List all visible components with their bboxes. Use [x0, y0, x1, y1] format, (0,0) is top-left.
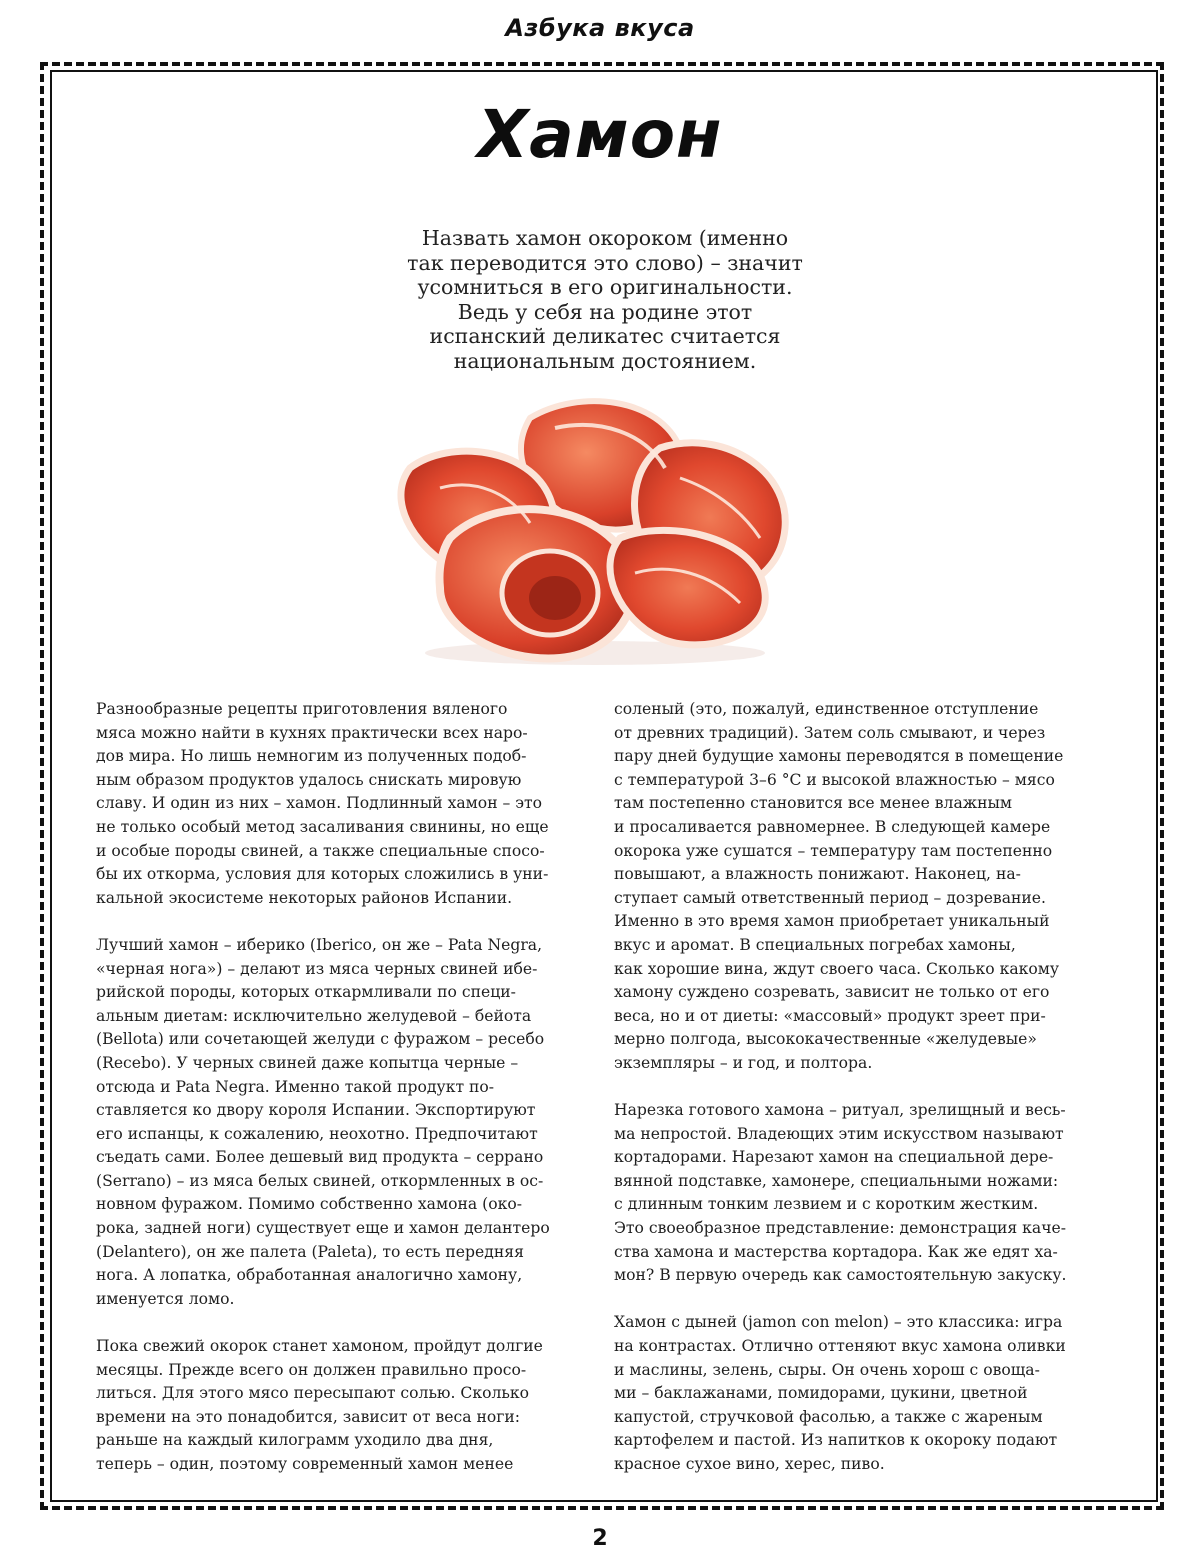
- paragraph-line: не только особый метод засаливания свинины, но еще: [96, 817, 549, 836]
- paragraph-line: раньше на каждый килограмм уходило два дня,: [96, 1431, 494, 1450]
- paragraph-gap: [614, 1076, 1114, 1100]
- paragraph-line: и просаливается равномернее. В следующей камере: [614, 817, 1051, 836]
- paragraph-line: ма непростой. Владеющих этим искусством называют: [614, 1124, 1064, 1143]
- article-title: Хамон: [477, 96, 723, 173]
- paragraph-line: от древних традиций). Затем соль смывают, и через: [614, 723, 1046, 742]
- paragraph-line: экземпляры – и год, и полтора.: [614, 1053, 873, 1072]
- paragraph-gap: [614, 1288, 1114, 1312]
- paragraph-line: на контрастах. Отлично оттеняют вкус хамона оливки: [614, 1337, 1066, 1356]
- paragraph-line: ставляется ко двору короля Испании. Экспортируют: [96, 1101, 536, 1120]
- paragraph-line: с температурой 3–6 °С и высокой влажностью – мясо: [614, 770, 1055, 789]
- lead-line: национальным достоянием.: [453, 348, 757, 373]
- jamon-slices-illustration: [380, 388, 810, 673]
- paragraph-line: ства хамона и мастерства кортадора. Как же едят ха-: [614, 1242, 1058, 1261]
- paragraph-line: хамону суждено созревать, зависит не только от его: [614, 983, 1050, 1002]
- paragraph-line: месяцы. Прежде всего он должен правильно просо-: [96, 1360, 527, 1379]
- paragraph-line: нога. А лопатка, обработанная аналогично хамону,: [96, 1266, 523, 1285]
- paragraph-line: ми – баклажанами, помидорами, цукини, цветной: [614, 1384, 1028, 1403]
- paragraph-line: картофелем и пастой. Из напитков к окороку подают: [614, 1431, 1058, 1450]
- paragraph-line: (Serrano) – из мяса белых свиней, откормленных в ос-: [96, 1171, 544, 1190]
- paragraph-line: мон? В первую очередь как самостоятельную закуску.: [614, 1266, 1067, 1285]
- paragraph-gap: [96, 1311, 596, 1335]
- paragraph-line: вянной подставке, хамонере, специальными ножами:: [614, 1171, 1059, 1190]
- paragraph-line: кортадорами. Нарезают хамон на специальной дере-: [614, 1148, 1054, 1167]
- paragraph-line: повышают, а влажность понижают. Наконец, на-: [614, 865, 1021, 884]
- lead-line: так переводится это слово) – значит: [407, 250, 803, 275]
- paragraph-line: новном фуражом. Помимо собственно хамона (око-: [96, 1195, 522, 1214]
- paragraph-line: его испанцы, к сожалению, неохотно. Предпочитают: [96, 1124, 538, 1143]
- paragraph-line: мяса можно найти в кухнях практически всех наро-: [96, 723, 528, 742]
- paragraph-line: Пока свежий окорок станет хамоном, пройдут долгие: [96, 1337, 543, 1356]
- paragraph-line: отсюда и Pata Negra. Именно такой продукт по-: [96, 1077, 495, 1096]
- paragraph-line: красное сухое вино, херес, пиво.: [614, 1455, 885, 1473]
- paragraph-line: (Delantero), он же палета (Paleta), то есть передняя: [96, 1242, 524, 1261]
- paragraph-line: времени на это понадобится, зависит от веса ноги:: [96, 1407, 521, 1426]
- article-lead: [370, 226, 840, 373]
- paragraph-line: литься. Для этого мясо пересыпают солью. Сколько: [96, 1384, 530, 1403]
- paragraph-line: теперь – один, поэтому современный хамон менее: [96, 1455, 514, 1473]
- paragraph-line: именуется ломо.: [96, 1289, 235, 1308]
- paragraph-line: съедать сами. Более дешевый вид продукта – серрано: [96, 1148, 544, 1167]
- paragraph-line: Именно в это время хамон приобретает уникальный: [614, 912, 1050, 931]
- magazine-brand: Азбука вкуса: [505, 14, 695, 42]
- paragraph-line: и маслины, зелень, сыры. Он очень хорош с овоща-: [614, 1360, 1040, 1379]
- paragraph-line: Разнообразные рецепты приготовления вяленого: [96, 700, 508, 718]
- paragraph-line: бы их откорма, условия для которых сложились в уни-: [96, 865, 549, 884]
- paragraph-line: славу. И один из них – хамон. Подлинный хамон – это: [96, 794, 543, 813]
- paragraph-line: мерно полгода, высококачественные «желудевые»: [614, 1030, 1037, 1049]
- paragraph-line: Нарезка готового хамона – ритуал, зрелищный и весь-: [614, 1101, 1066, 1120]
- paragraph-line: Хамон с дыней (jamon con melon) – это классика: игра: [614, 1313, 1063, 1332]
- paragraph-line: веса, но и от диеты: «массовый» продукт зреет при-: [614, 1006, 1046, 1025]
- paragraph-line: альным диетам: исключительно желудевой – бейота: [96, 1006, 532, 1025]
- paragraph-line: пару дней будущие хамоны переводятся в помещение: [614, 747, 1064, 766]
- paragraph-line: Это своеобразное представление: демонстрация каче-: [614, 1219, 1067, 1238]
- paragraph-line: дов мира. Но лишь немногим из полученных подоб-: [96, 747, 527, 766]
- lead-line: Ведь у себя на родине этот: [457, 299, 753, 324]
- paragraph-line: «черная нога») – делают из мяса черных свиней ибе-: [96, 959, 538, 978]
- article-column-right: [614, 698, 1114, 1477]
- paragraph-line: ступает самый ответственный период – дозревание.: [614, 888, 1046, 907]
- lead-line: испанский деликатес считается: [429, 324, 781, 348]
- paragraph-line: кальной экосистеме некоторых районов Испании.: [96, 888, 513, 907]
- page-number: 2: [592, 1526, 608, 1551]
- paragraph-line: (Recebo). У черных свиней даже копытца черные –: [96, 1053, 519, 1072]
- paragraph-line: рока, задней ноги) существует еще и хамон делантеро: [96, 1219, 550, 1238]
- paragraph-line: рийской породы, которых откармливали по специ-: [96, 983, 516, 1002]
- paragraph-line: соленый (это, пожалуй, единственное отступление: [614, 700, 1039, 718]
- lead-line: усомниться в его оригинальности.: [417, 275, 793, 299]
- article-column-left: [96, 698, 596, 1477]
- paragraph-line: капустой, стручковой фасолью, а также с жареным: [614, 1407, 1043, 1426]
- paragraph-line: как хорошие вина, ждут своего часа. Сколько какому: [614, 959, 1060, 978]
- paragraph-line: там постепенно становится все менее влажным: [614, 794, 1013, 813]
- paragraph-line: окорока уже сушатся – температуру там постепенно: [614, 841, 1053, 860]
- paragraph-line: и особые породы свиней, а также специальные спосо-: [96, 841, 545, 860]
- paragraph-line: с длинным тонким лезвием и с коротким жестким.: [614, 1195, 1039, 1214]
- paragraph-line: Лучший хамон – иберико (Iberico, он же – Pata Negra,: [96, 935, 543, 954]
- paragraph-line: (Bellota) или сочетающей желуди с фуражом – ресебо: [96, 1030, 545, 1049]
- paragraph-line: ным образом продуктов удалось снискать мировую: [96, 770, 522, 789]
- paragraph-line: вкус и аромат. В специальных погребах хамоны,: [614, 935, 1016, 954]
- lead-line: Назвать хамон окороком (именно: [421, 226, 789, 250]
- paragraph-gap: [96, 910, 596, 934]
